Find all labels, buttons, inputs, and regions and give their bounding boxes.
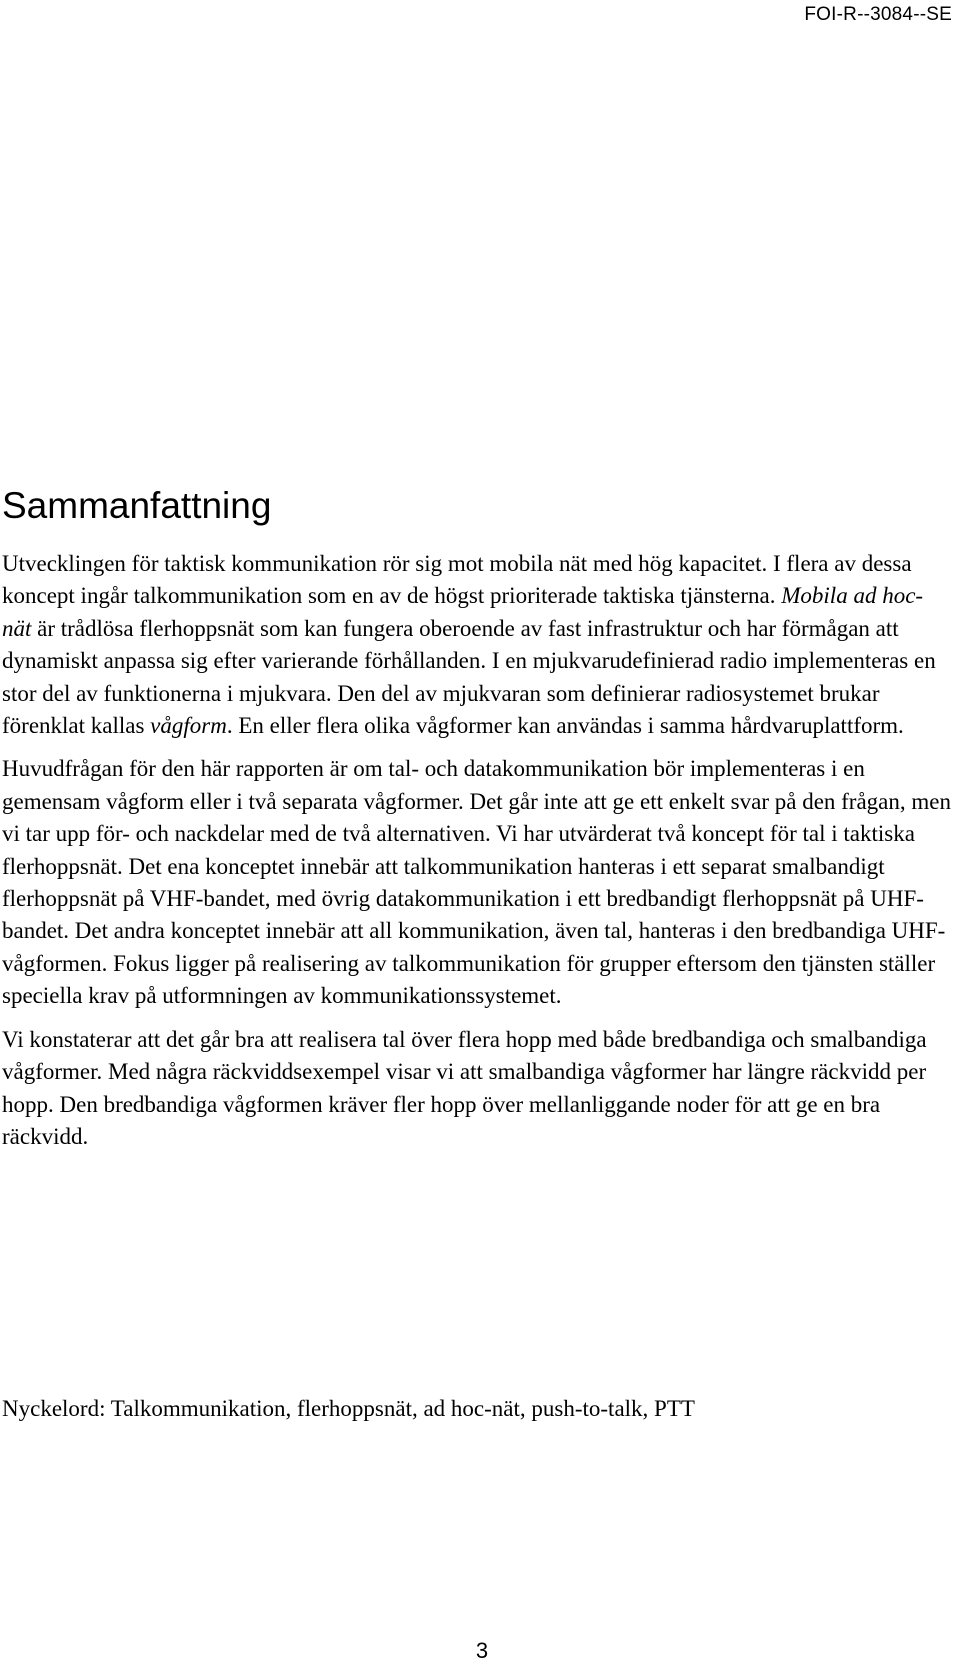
paragraph-2: Huvudfrågan för den här rapporten är om tal- och datakommunikation bör implementeras i en gemensam vågform eller i två separata vågformer. Det går inte att ge ett enkelt svar på den frågan, men vi tar upp för- och nackdelar med de två alternativen. Vi har utvärderat två koncept för tal i taktiska flerhoppsnät. Det ena konceptet innebär att talkommunikation hanteras i ett separat smalbandigt flerhoppsnät på VHF-bandet, med övrig datakommunikation i ett bredbandigt flerhoppsnät på UHF-bandet. Det andra konceptet innebär att all kommunikation, även tal, hanteras i den bredbandiga UHF-vågformen. Fokus ligger på realisering av talkommunikation för grupper eftersom den tjänsten ställer speciella krav på utformningen av kommunikationssystemet.	[2, 756, 951, 1009]
summary-body	[2, 548, 952, 1164]
paragraph-1	[2, 548, 952, 742]
term-mobile-ad-hoc: Mobila ad hoc-nät	[2, 583, 924, 641]
paragraph-3: Vi konstaterar att det går bra att realisera tal över flera hopp med både bredbandiga och smalbandiga vågformer. Med några räckviddsexempel visar vi att smalbandiga vågformer har längre räckvidd per hopp. Den bredbandiga vågformen kräver fler hopp över mellanliggande noder för att ge en bra räckvidd.	[2, 1026, 927, 1149]
term-waveform: vågform	[150, 713, 227, 739]
report-number: FOI-R--3084--SE	[804, 4, 952, 25]
section-title: Sammanfattning	[2, 485, 272, 526]
paragraph-1-part-a: Utvecklingen för taktisk kommunikation rör sig mot mobila nät med hög kapacitet. I flera av dessa koncept ingår talkommunikation som en av de högst prioriterade taktiska tjänsterna.	[2, 551, 912, 609]
page-number-wrapper	[0, 1638, 960, 1664]
paragraph-1-part-b: är trådlösa flerhoppsnät som kan fungera oberoende av fast infrastruktur och har förmågan att dynamiskt anpassa sig efter varierande förhållanden. I en mjukvarudefinierad radio implementeras en stor del av funktionerna i mjukvara. Den del av mjukvaran som definierar radiosystemet brukar förenklat kallas	[2, 615, 936, 739]
page-number: 3	[475, 1638, 489, 1663]
keywords: Nyckelord: Talkommunikation, flerhoppsnät, ad hoc-nät, push-to-talk, PTT	[2, 1396, 695, 1421]
paragraph-1-part-c: . En eller flera olika vågformer kan användas i samma hårdvaruplattform.	[226, 713, 904, 739]
